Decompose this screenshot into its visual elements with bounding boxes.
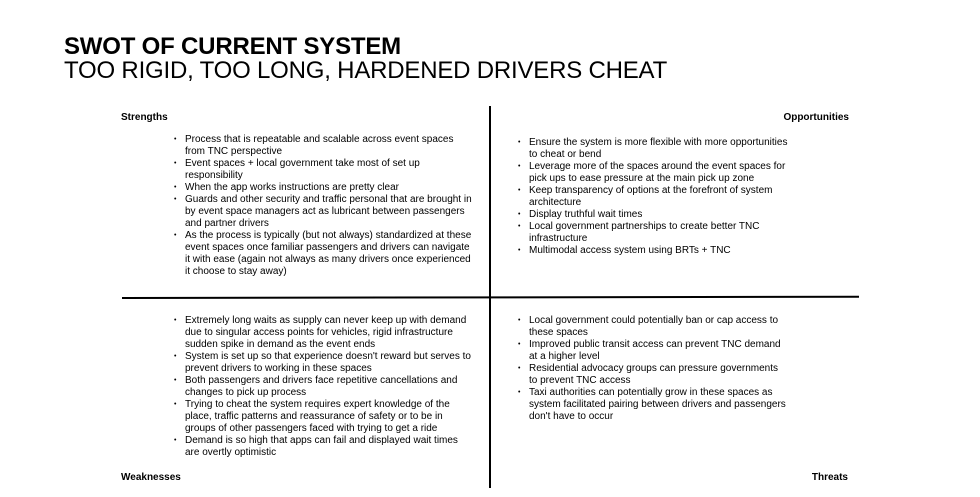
weaknesses-list — [174, 315, 474, 459]
opportunities-item: • Keep transparency of options at the forefront of system architecture — [518, 185, 788, 209]
opportunities-item: • Display truthful wait times — [518, 209, 788, 221]
weaknesses-item: • System is set up so that experience doesn't reward but serves to prevent drivers to working in these spaces — [174, 351, 474, 375]
strengths-item: • As the process is typically (but not always) standardized at these event spaces once familiar passengers and drivers can navigate it with ease (again not always as many drivers once experienced it choose to stay away) — [174, 230, 474, 278]
weaknesses-item: • Trying to cheat the system requires expert knowledge of the place, traffic patterns and reassurance of safety or to be in groups of other passengers faced with trying to get a ride — [174, 399, 474, 435]
opportunities-list — [518, 137, 788, 257]
strengths-item: • When the app works instructions are pretty clear — [174, 182, 474, 194]
threats-item: • Taxi authorities can potentially grow in these spaces as system facilitated pairing between drivers and passengers don't have to occur — [518, 387, 788, 423]
strengths-item: • Event spaces + local government take most of set up responsibility — [174, 158, 474, 182]
weaknesses-label: Weaknesses — [121, 472, 181, 483]
page-title: SWOT OF CURRENT SYSTEM — [64, 33, 401, 60]
threats-item: • Improved public transit access can prevent TNC demand at a higher level — [518, 339, 788, 363]
weaknesses-item: • Demand is so high that apps can fail and displayed wait times are overtly optimistic — [174, 435, 474, 459]
page-subtitle: TOO RIGID, TOO LONG, HARDENED DRIVERS CHEAT — [64, 57, 668, 84]
weaknesses-item: • Extremely long waits as supply can never keep up with demand due to singular access points for vehicles, rigid infrastructure sudden spike in demand as the event ends — [174, 315, 474, 351]
strengths-list — [174, 134, 474, 278]
opportunities-item: • Local government partnerships to create better TNC infrastructure — [518, 221, 788, 245]
opportunities-label: Opportunities — [783, 112, 849, 123]
opportunities-item: • Ensure the system is more flexible with more opportunities to cheat or bend — [518, 137, 788, 161]
opportunities-item: • Leverage more of the spaces around the event spaces for pick ups to ease pressure at the main pick up zone — [518, 161, 788, 185]
strengths-item: • Guards and other security and traffic personal that are brought in by event space managers act as lubricant between passengers and partner drivers — [174, 194, 474, 230]
strengths-item: • Process that is repeatable and scalable across event spaces from TNC perspective — [174, 134, 474, 158]
strengths-label: Strengths — [121, 112, 168, 123]
threats-label: Threats — [811, 472, 848, 483]
opportunities-item: • Multimodal access system using BRTs + TNC — [518, 245, 788, 257]
threats-list — [518, 315, 788, 423]
threats-item: • Residential advocacy groups can pressure governments to prevent TNC access — [518, 363, 788, 387]
threats-item: • Local government could potentially ban or cap access to these spaces — [518, 315, 788, 339]
weaknesses-item: • Both passengers and drivers face repetitive cancellations and changes to pick up process — [174, 375, 474, 399]
